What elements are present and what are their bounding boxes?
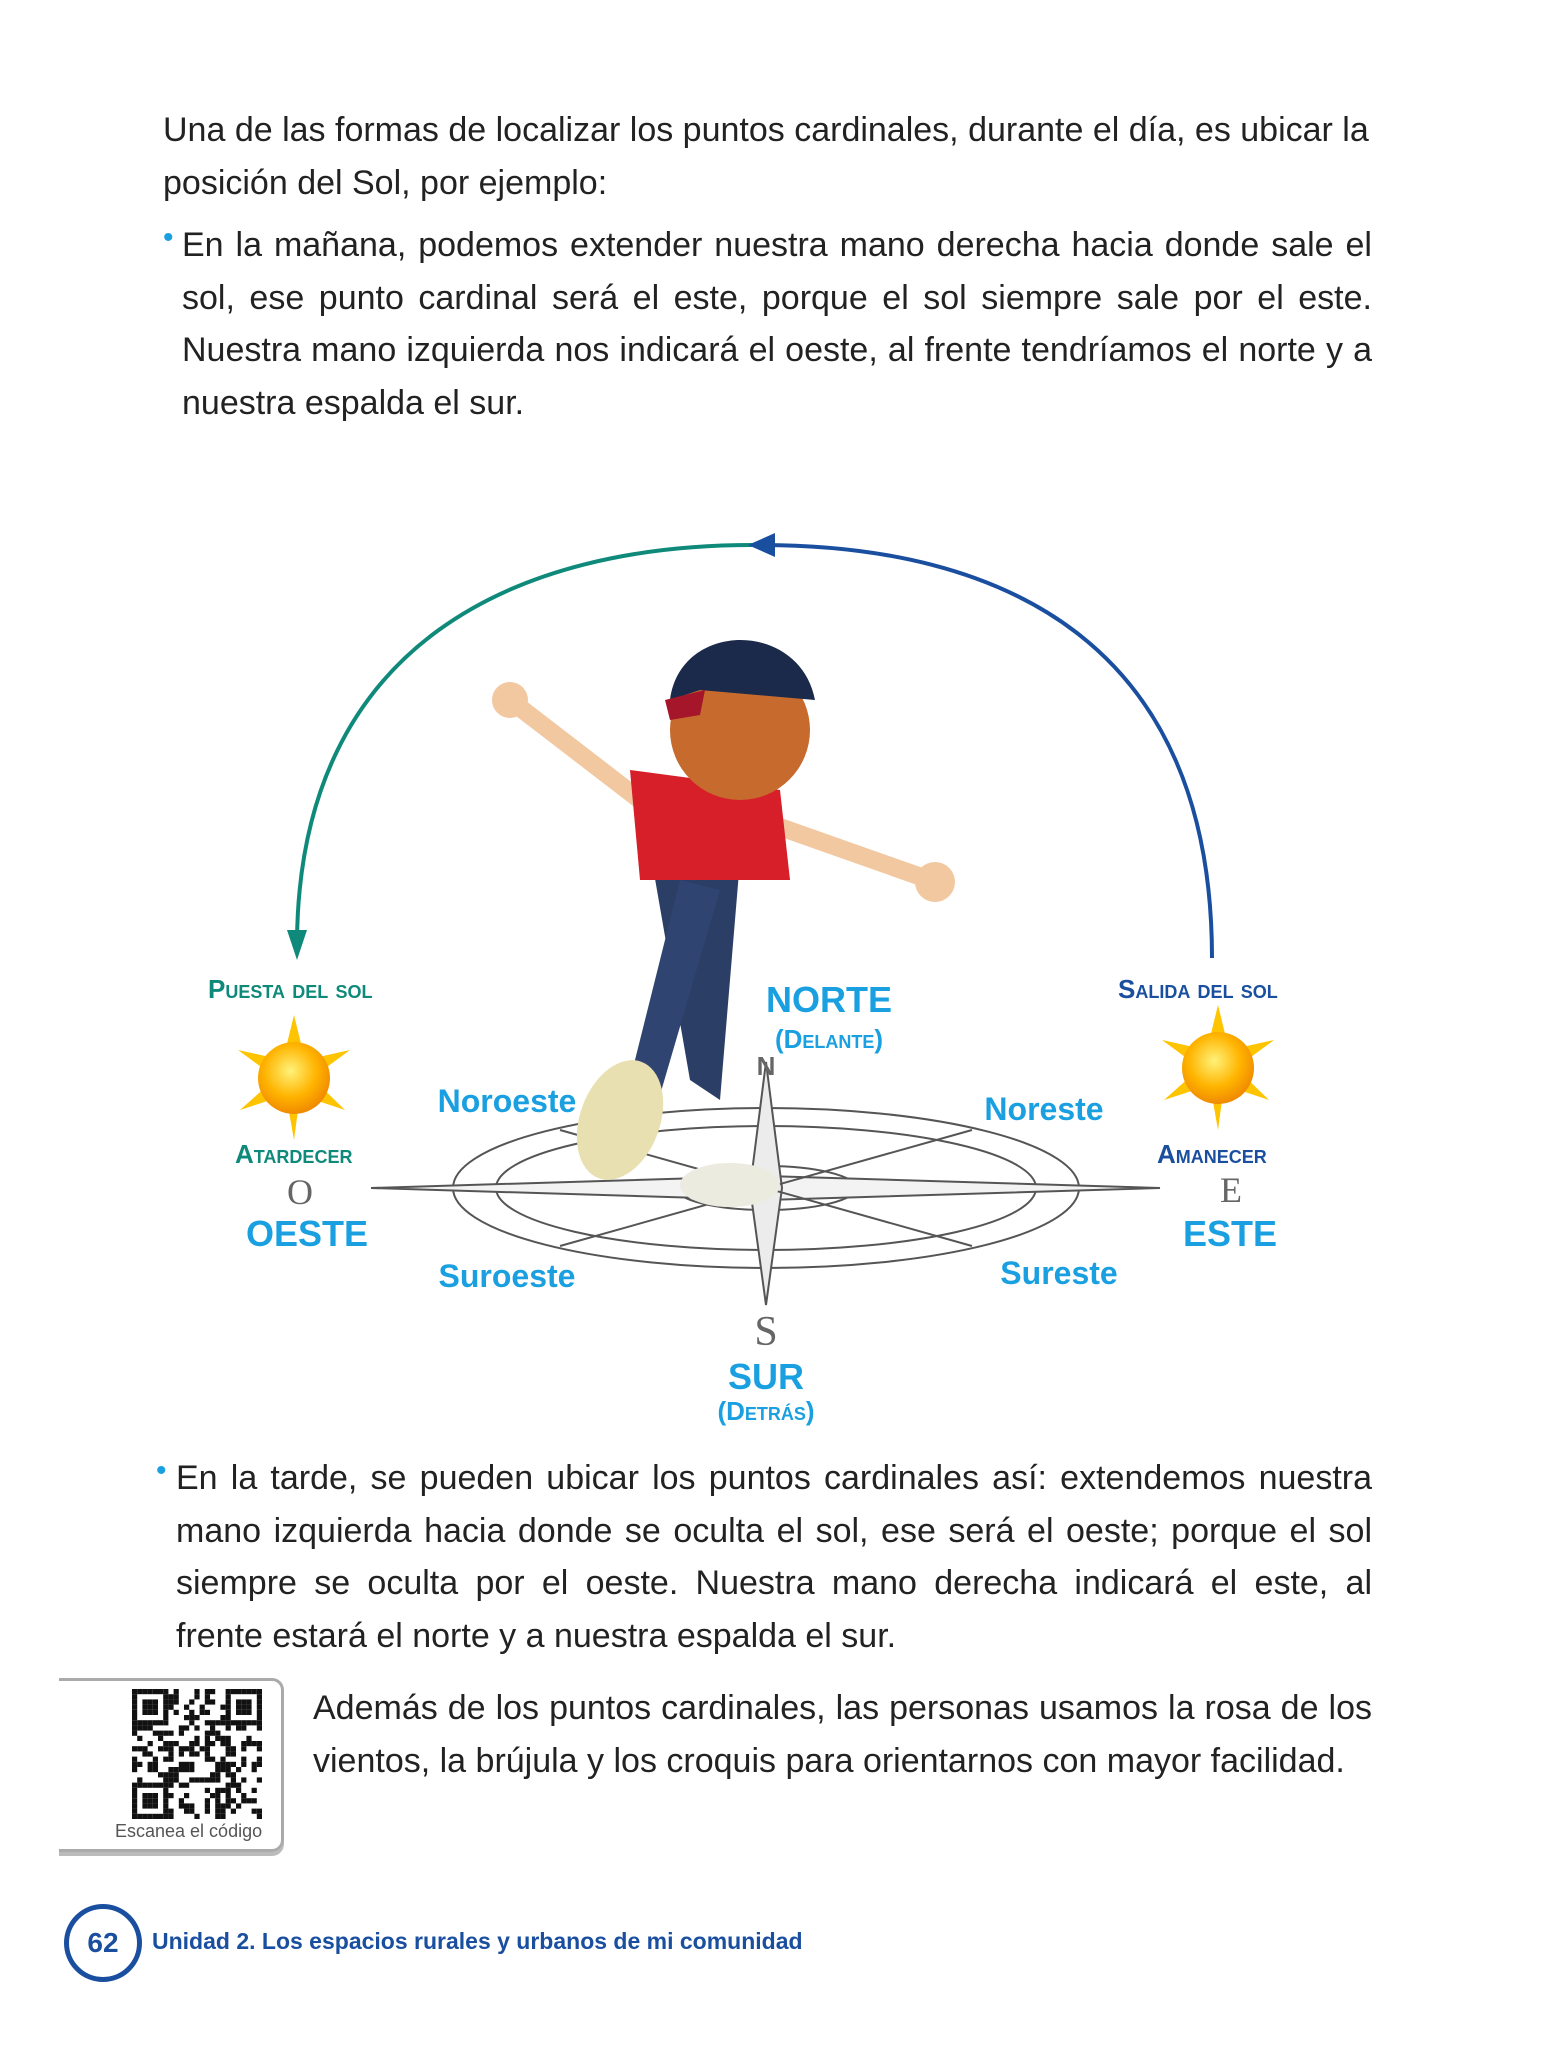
compass-e-letter: E xyxy=(1220,1170,1242,1210)
compass-n-letter: N xyxy=(756,1051,776,1081)
south-label: SUR xyxy=(727,1356,805,1397)
intro-paragraph: Una de las formas de localizar los puntos cardinales, durante el día, es ubicar la posición del Sol, por ejemplo: xyxy=(163,111,1369,202)
bullet-icon: • xyxy=(156,1454,167,1487)
southwest-label: Suroeste xyxy=(438,1258,576,1294)
east-label: ESTE xyxy=(1182,1213,1278,1254)
northwest-label: Noroeste xyxy=(437,1083,577,1119)
sunrise-arc xyxy=(760,545,1212,958)
southeast-label: Sureste xyxy=(1000,1255,1118,1291)
qr-code-icon[interactable] xyxy=(129,1689,265,1819)
sunset-label: Puesta del sol xyxy=(208,974,373,1004)
cardinal-points-diagram xyxy=(0,500,1564,1440)
dawn-label: Amanecer xyxy=(1157,1139,1267,1169)
morning-paragraph: En la mañana, podemos extender nuestra mano derecha hacia donde sale el sol, ese punto cardinal será el este, porque el sol siempre sale por el este. Nuestra mano izquierda nos indicará el oeste, al frente tendríamos el norte y a nuestra espalda el sur. xyxy=(182,226,1372,422)
sunrise-sun-icon xyxy=(1162,1005,1274,1130)
arrow-left-icon xyxy=(748,533,775,557)
compass-s-letter: S xyxy=(754,1309,778,1355)
north-sub-label: (Delante) xyxy=(774,1024,884,1054)
sunrise-label: Salida del sol xyxy=(1118,974,1278,1004)
unit-title: Unidad 2. Los espacios rurales y urbanos de mi comunidad xyxy=(152,1928,803,1954)
south-sub-label: (Detrás) xyxy=(717,1396,815,1426)
sunset-sun-icon xyxy=(238,1015,350,1140)
qr-caption: Escanea el código xyxy=(115,1821,263,1841)
closing-paragraph: Además de los puntos cardinales, las personas usamos la rosa de los vientos, la brújula y los croquis para orientarnos con mayor facilidad. xyxy=(313,1689,1372,1780)
northeast-label: Noreste xyxy=(984,1091,1104,1127)
west-label: OESTE xyxy=(245,1213,369,1254)
afternoon-paragraph: En la tarde, se pueden ubicar los puntos cardinales así: extendemos nuestra mano izquierda hacia donde se oculta el sol, ese será el oeste; porque el sol siempre se oculta por el oeste. Nuestra mano derecha indicará el este, al frente estará el norte y a nuestra espalda el sur. xyxy=(176,1459,1372,1655)
compass-o-letter: O xyxy=(287,1172,313,1212)
north-label: NORTE xyxy=(766,979,892,1020)
dusk-label: Atardecer xyxy=(235,1139,353,1169)
child-figure xyxy=(492,640,955,1207)
arrow-down-icon xyxy=(287,930,307,960)
page-number: 62 xyxy=(64,1904,142,1982)
bullet-icon: • xyxy=(163,221,174,254)
qr-code-box[interactable] xyxy=(59,1678,284,1852)
